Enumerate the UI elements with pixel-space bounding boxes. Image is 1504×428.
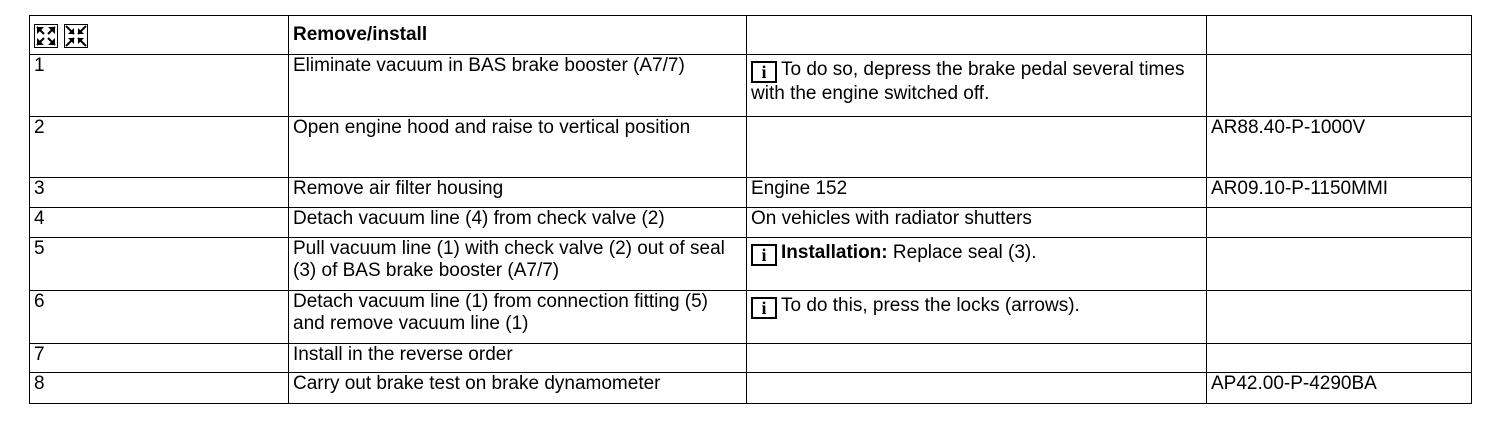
info-icon: i <box>751 297 777 319</box>
step-ref[interactable] <box>1207 55 1472 117</box>
step-action: Detach vacuum line (4) from check valve (2) <box>289 208 747 238</box>
step-note: On vehicles with radiator shutters <box>747 208 1207 238</box>
step-ref-link[interactable]: AR88.40-P-1000V <box>1207 117 1472 178</box>
note-bold-label: Installation: <box>781 242 888 263</box>
step-ref-link[interactable]: AR09.10-P-1150MMI <box>1207 178 1472 208</box>
step-action: Open engine hood and raise to vertical position <box>289 117 747 178</box>
step-ref <box>1207 208 1472 238</box>
table-row <box>30 373 1472 404</box>
step-number: 4 <box>30 208 289 238</box>
step-note: Engine 152 <box>747 178 1207 208</box>
table-row <box>30 238 1472 291</box>
note-text: To do this, press the locks (arrows). <box>781 295 1080 316</box>
step-action: Install in the reverse order <box>289 344 747 373</box>
step-ref-link[interactable]: AP42.00-P-4290BA <box>1207 373 1472 404</box>
table-header-row <box>30 16 1472 55</box>
step-number: 5 <box>30 238 289 291</box>
step-action: Detach vacuum line (1) from connection fitting (5) and remove vacuum line (1) <box>289 291 747 344</box>
step-note <box>747 291 1207 344</box>
header-note-cell <box>747 16 1207 55</box>
step-number: 6 <box>30 291 289 344</box>
step-note <box>747 55 1207 117</box>
step-number: 1 <box>30 55 289 117</box>
step-action: Carry out brake test on brake dynamometer <box>289 373 747 404</box>
step-note <box>747 373 1207 404</box>
step-note <box>747 117 1207 178</box>
info-icon: i <box>751 61 777 83</box>
info-icon: i <box>751 244 777 266</box>
header-icons-cell <box>30 16 289 55</box>
expand-all-icon[interactable] <box>34 24 58 48</box>
table-row <box>30 178 1472 208</box>
step-action: Pull vacuum line (1) with check valve (2) out of seal (3) of BAS brake booster (A7/7) <box>289 238 747 291</box>
step-number: 2 <box>30 117 289 178</box>
procedure-table <box>29 15 1472 404</box>
note-text: To do so, depress the brake pedal several times with the engine switched off. <box>751 59 1185 104</box>
step-number: 3 <box>30 178 289 208</box>
step-note <box>747 238 1207 291</box>
table-row <box>30 55 1472 117</box>
step-ref <box>1207 238 1472 291</box>
header-title: Remove/install <box>289 16 747 55</box>
step-action: Remove air filter housing <box>289 178 747 208</box>
step-note <box>747 344 1207 373</box>
step-number: 7 <box>30 344 289 373</box>
note-text: Replace seal (3). <box>892 242 1037 263</box>
step-number: 8 <box>30 373 289 404</box>
table-row <box>30 344 1472 373</box>
header-ref-cell <box>1207 16 1472 55</box>
step-action: Eliminate vacuum in BAS brake booster (A7/7) <box>289 55 747 117</box>
table-row <box>30 117 1472 178</box>
step-ref <box>1207 291 1472 344</box>
table-row <box>30 208 1472 238</box>
step-ref <box>1207 344 1472 373</box>
collapse-all-icon[interactable] <box>64 24 88 48</box>
table-row <box>30 291 1472 344</box>
